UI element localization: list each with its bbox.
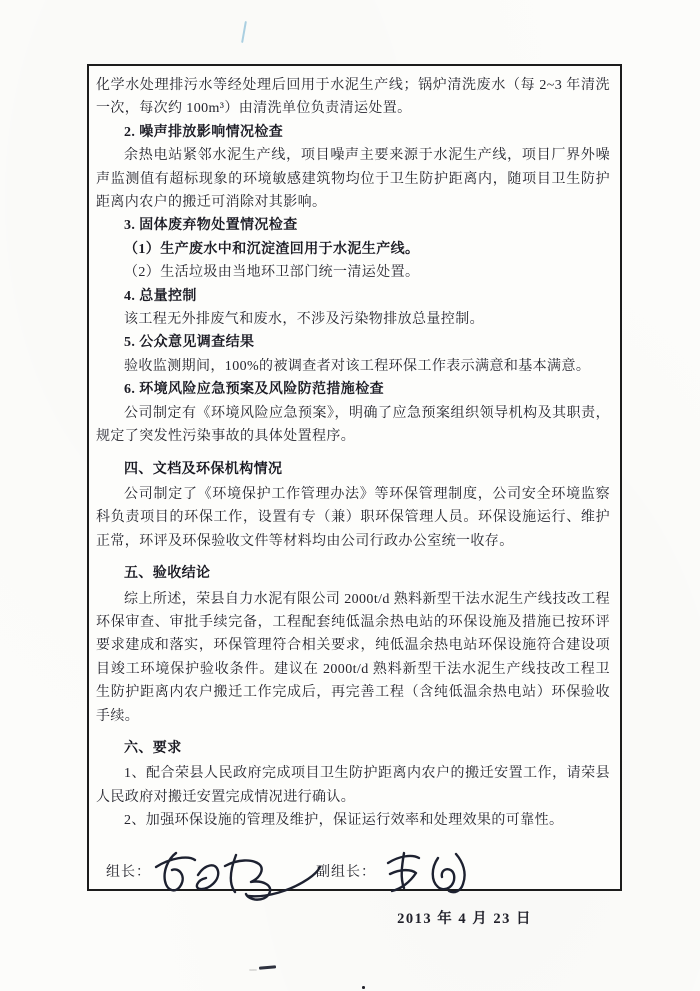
section-heading: 六、要求 [124, 740, 182, 756]
sub-heading: 2. 噪声排放影响情况检查 [124, 124, 284, 140]
document-body [96, 74, 610, 833]
paragraph: 化学水处理排污水等经处理后回用于水泥生产线；锅炉清洗废水（每 2~3 年清洗一次，每次约 100m³）由清洗单位负责清运处置。 [96, 78, 610, 117]
approval-date: 2013 年 4 月 23 日 [397, 910, 532, 927]
paragraph: 2、加强环保设施的管理及维护，保证运行效率和处理效果的可靠性。 [124, 813, 564, 829]
list-item: （1）生产废水中和沉淀渣回用于水泥生产线。 [124, 241, 420, 257]
list-item: （2）生活垃圾由当地环卫部门统一清运处置。 [124, 265, 420, 281]
scan-artifact-blue-slash [241, 21, 247, 43]
deputy-leader-label: 副组长： [316, 864, 376, 880]
signature-row [96, 845, 610, 903]
paragraph: 公司制定了《环境保护工作管理办法》等环保管理制度，公司安全环境监察科负责项目的环保工作，设置有专（兼）职环保管理人员。环保设施运行、维护正常，环评及环保验收文件等材料均由公司行政办公室统一收存。 [96, 486, 610, 549]
document-border-box [87, 64, 622, 927]
deputy-leader-signature [376, 845, 486, 901]
sub-heading: 4. 总量控制 [124, 288, 197, 304]
group-leader-signature [148, 845, 328, 903]
paragraph: 该工程无外排废气和废水，不涉及污染物排放总量控制。 [124, 312, 484, 328]
paragraph: 余热电站紧邻水泥生产线，项目噪声主要来源于水泥生产线，项目厂界外噪声监测值有超标现象的环境敏感建筑物均位于卫生防护距离内，随项目卫生防护距离内农户的搬迁可消除对其影响。 [96, 148, 610, 211]
sub-heading: 3. 固体废弃物处置情况检查 [124, 218, 298, 234]
scan-artifact-dash [259, 965, 276, 969]
scan-artifact-specks [250, 970, 256, 971]
paragraph: 验收监测期间，100%的被调查者对该工程环保工作表示满意和基本满意。 [124, 358, 591, 374]
scan-artifact-dot [362, 986, 365, 989]
section-heading: 四、文档及环保机构情况 [124, 461, 283, 477]
paragraph: 1、配合荣县人民政府完成项目卫生防护距离内农户的搬迁安置工作，请荣县人民政府对搬迁安置完成情况进行确认。 [96, 766, 610, 805]
group-leader-label: 组长： [106, 864, 151, 880]
sub-heading: 6. 环境风险应急预案及风险防范措施检查 [124, 382, 384, 398]
section-heading: 五、验收结论 [124, 566, 211, 582]
paragraph: 公司制定有《环境风险应急预案》，明确了应急预案组织领导机构及其职责，规定了突发性污染事故的具体处置程序。 [96, 405, 610, 445]
sub-heading: 5. 公众意见调查结果 [124, 335, 255, 351]
paragraph: 综上所述，荣县自力水泥有限公司 2000t/d 熟料新型干法水泥生产线技改工程环保审查、审批手续完备，工程配套纯低温余热电站的环保设施及措施已按环评要求建成和落实，环保管理符合相关要求，纯低温余热电站环保设施符合建设项目竣工环境保护验收条件。建议在 2000t/d 熟料新型干法水泥生产线技改工程卫生防护距离内农户搬迁工作完成后，再完善工程（含纯低温余热电站）环保验收手续。 [96, 591, 610, 724]
